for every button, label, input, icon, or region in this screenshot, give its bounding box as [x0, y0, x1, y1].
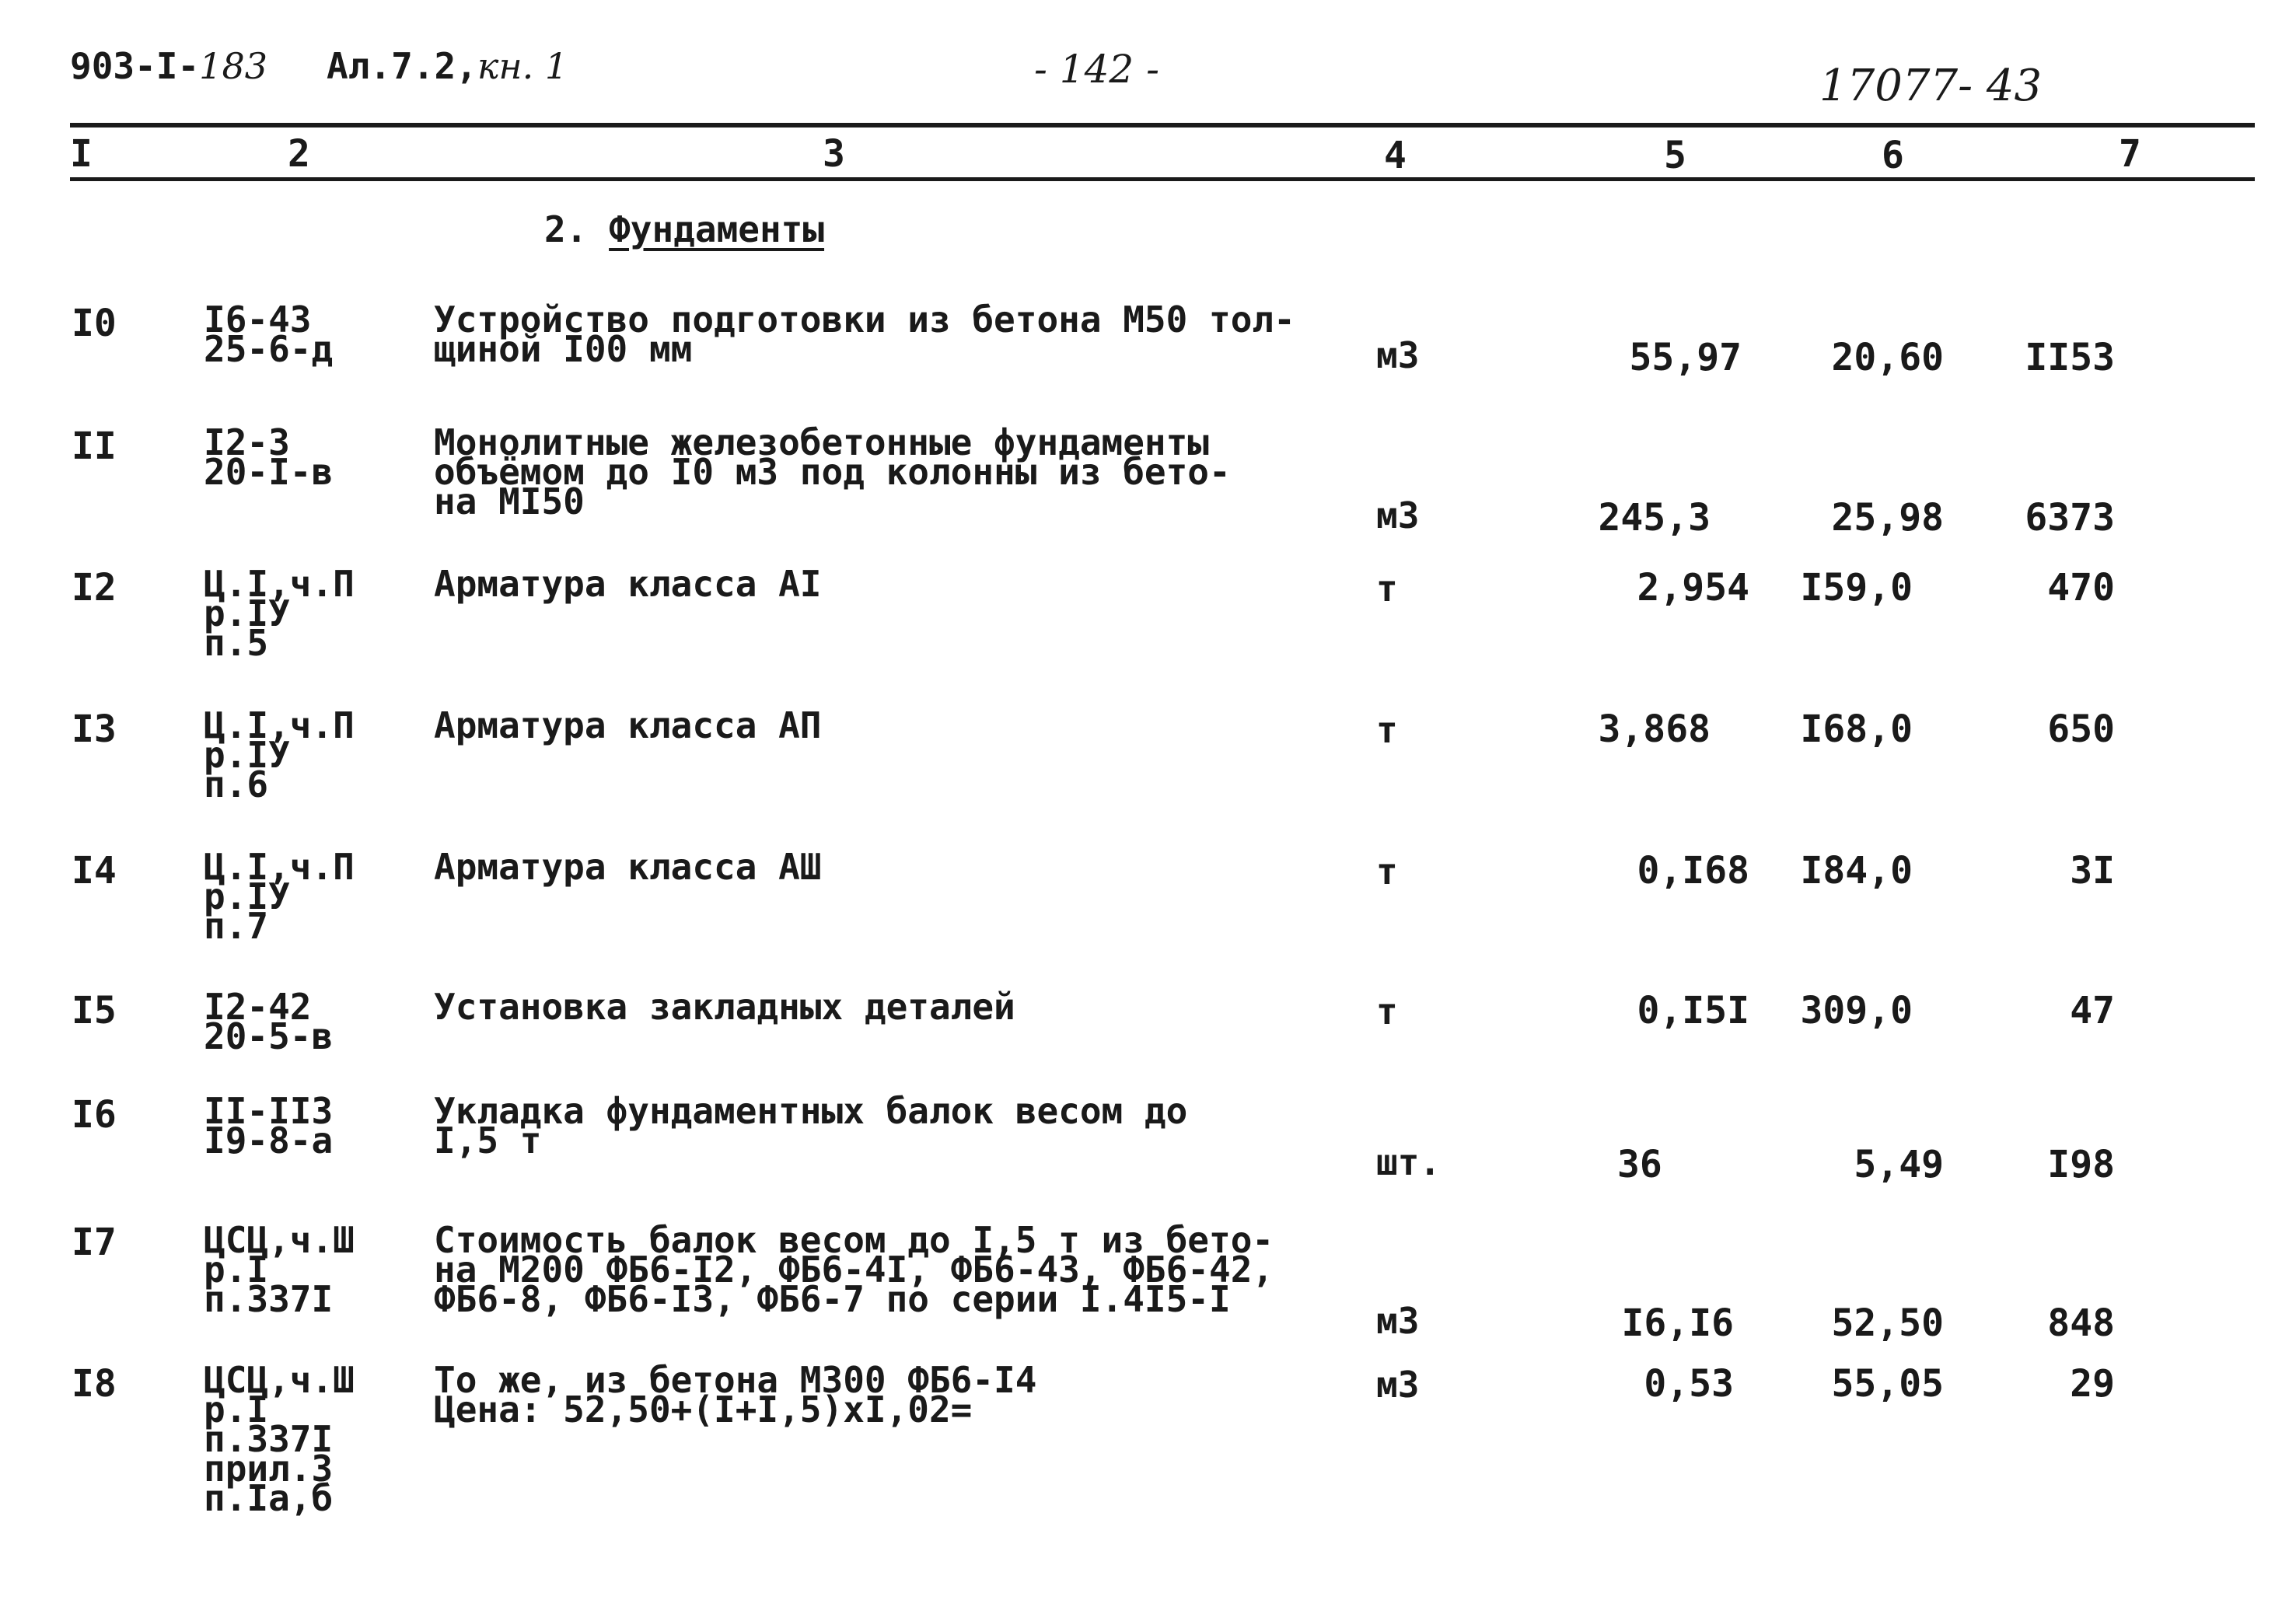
code-line: I2-3: [204, 421, 290, 463]
description-line: Устройство подготовки из бетона М50 тол-: [434, 299, 1295, 341]
row-total: 650: [2047, 707, 2115, 751]
description-line: Цена: 52,50+(I+I,5)xI,02=: [434, 1389, 973, 1431]
code-line: р.IУ: [204, 875, 290, 917]
code-line: прил.3: [204, 1448, 334, 1490]
code-line: п.6: [204, 763, 269, 805]
code-line: р.I: [204, 1389, 269, 1431]
row-unit: м3: [1376, 334, 1420, 376]
row-total: II53: [2025, 336, 2115, 379]
description-line: ФБ6-8, ФБ6-I3, ФБ6-7 по серии I.4I5-I: [434, 1278, 1231, 1320]
row-code: [204, 563, 355, 664]
row-quantity: 245,3: [1598, 496, 1711, 540]
row-description: [434, 986, 1015, 1028]
album-code: [327, 45, 568, 87]
row-unit-price: I68,0: [1800, 707, 1913, 751]
col-header-5: 5: [1664, 134, 1686, 177]
document-number: 17077- 43: [1819, 61, 2043, 111]
col-header-4: 4: [1384, 134, 1407, 177]
row-quantity: 36: [1617, 1143, 1662, 1186]
series-code: [70, 45, 267, 87]
row-description: [434, 421, 1231, 522]
description-line: Арматура класса АI: [434, 563, 822, 605]
row-unit: м3: [1376, 1300, 1420, 1342]
col-header-1: I: [70, 132, 93, 176]
row-quantity: 55,97: [1629, 336, 1742, 379]
code-line: I9-8-а: [204, 1120, 334, 1162]
row-unit: т: [1376, 709, 1398, 751]
row-unit: т: [1376, 568, 1398, 610]
row-unit-price: 55,05: [1831, 1362, 1944, 1406]
description-line: Монолитные железобетонные фундаменты: [434, 421, 1209, 463]
row-quantity: I6,I6: [1621, 1301, 1734, 1345]
row-code: [204, 1359, 355, 1519]
row-unit: м3: [1376, 494, 1420, 536]
row-description: [434, 1359, 1037, 1431]
code-line: ЦСЦ,ч.Ш: [204, 1359, 355, 1401]
row-unit: шт.: [1376, 1141, 1442, 1183]
description-line: Установка закладных деталей: [434, 986, 1015, 1028]
section-number: 2.: [544, 208, 588, 250]
row-unit-price: 20,60: [1831, 336, 1944, 379]
code-line: I6-43: [204, 299, 312, 341]
code-line: п.337I: [204, 1418, 334, 1460]
row-description: [434, 1219, 1274, 1320]
section-name: Фундаменты: [609, 208, 825, 250]
row-description: [434, 563, 822, 605]
col-header-3: 3: [823, 132, 845, 176]
col-header-2: 2: [288, 132, 310, 176]
code-line: Ц.I,ч.П: [204, 846, 355, 888]
row-description: [434, 846, 822, 888]
row-code: [204, 846, 355, 947]
description-line: объёмом до I0 м3 под колонны из бето-: [434, 451, 1231, 493]
row-number: I8: [72, 1362, 117, 1406]
code-line: 20-5-в: [204, 1015, 334, 1057]
row-code: [204, 299, 334, 370]
row-total: 29: [2070, 1362, 2115, 1406]
row-total: 47: [2070, 989, 2115, 1032]
row-number: I2: [72, 566, 117, 610]
description-line: на М200 ФБ6-I2, ФБ6-4I, ФБ6-43, ФБ6-42,: [434, 1249, 1274, 1291]
code-line: п.7: [204, 905, 269, 947]
row-code: [204, 986, 334, 1057]
col-header-7: 7: [2119, 132, 2141, 176]
top-rule: [70, 123, 2255, 128]
row-unit-price: 309,0: [1800, 989, 1913, 1032]
row-code: [204, 704, 355, 805]
row-quantity: 0,I68: [1637, 849, 1749, 893]
row-unit-price: 25,98: [1831, 496, 1944, 540]
row-unit: т: [1376, 990, 1398, 1032]
row-unit: т: [1376, 851, 1398, 893]
code-line: п.337I: [204, 1278, 334, 1320]
description-line: То же, из бетона М300 ФБ6-I4: [434, 1359, 1037, 1401]
code-line: р.IУ: [204, 592, 290, 634]
col-header-6: 6: [1882, 134, 1904, 177]
row-code: [204, 421, 334, 493]
row-total: 3I: [2070, 849, 2115, 893]
page-number: - 142 -: [1034, 47, 1160, 92]
row-number: II: [72, 424, 117, 468]
row-quantity: 3,868: [1598, 707, 1711, 751]
row-unit-price: I59,0: [1800, 566, 1913, 610]
code-line: п.5: [204, 622, 269, 664]
row-number: I0: [72, 302, 117, 345]
code-line: п.Iа,б: [204, 1477, 334, 1519]
row-unit: м3: [1376, 1364, 1420, 1406]
row-total: 6373: [2025, 496, 2115, 540]
code-line: р.IУ: [204, 734, 290, 776]
description-line: щиной I00 мм: [434, 328, 693, 370]
row-unit-price: 5,49: [1854, 1143, 1944, 1186]
code-line: Ц.I,ч.П: [204, 704, 355, 746]
header-rule: [70, 177, 2255, 181]
row-total: 848: [2047, 1301, 2115, 1345]
row-quantity: 2,954: [1637, 566, 1749, 610]
row-number: I4: [72, 849, 117, 893]
description-line: Стоимость балок весом до I,5 т из бето-: [434, 1219, 1274, 1261]
row-number: I3: [72, 707, 117, 751]
description-line: на МI50: [434, 480, 585, 522]
book-handwritten: кн. 1: [477, 45, 568, 87]
row-description: [434, 1090, 1188, 1162]
description-line: I,5 т: [434, 1120, 542, 1162]
code-line: 25-6-д: [204, 328, 334, 370]
section-title: [544, 208, 825, 250]
row-description: [434, 299, 1295, 370]
row-description: [434, 704, 822, 746]
row-code: [204, 1090, 334, 1162]
code-line: II-II3: [204, 1090, 334, 1132]
series-prefix: 903-I-: [70, 45, 200, 87]
row-total: 470: [2047, 566, 2115, 610]
code-line: р.I: [204, 1249, 269, 1291]
row-number: I7: [72, 1221, 117, 1264]
row-code: [204, 1219, 355, 1320]
row-unit-price: I84,0: [1800, 849, 1913, 893]
row-unit-price: 52,50: [1831, 1301, 1944, 1345]
code-line: ЦСЦ,ч.Ш: [204, 1219, 355, 1261]
description-line: Арматура класса АШ: [434, 846, 822, 888]
description-line: Укладка фундаментных балок весом до: [434, 1090, 1188, 1132]
code-line: 20-I-в: [204, 451, 334, 493]
description-line: Арматура класса АП: [434, 704, 822, 746]
row-total: I98: [2047, 1143, 2115, 1186]
row-number: I6: [72, 1093, 117, 1137]
code-line: Ц.I,ч.П: [204, 563, 355, 605]
row-number: I5: [72, 989, 117, 1032]
row-quantity: 0,53: [1644, 1362, 1734, 1406]
code-line: I2-42: [204, 986, 312, 1028]
album-label: Ал.7.2,: [327, 45, 477, 87]
series-handwritten: 183: [199, 45, 267, 87]
row-quantity: 0,I5I: [1637, 989, 1749, 1032]
